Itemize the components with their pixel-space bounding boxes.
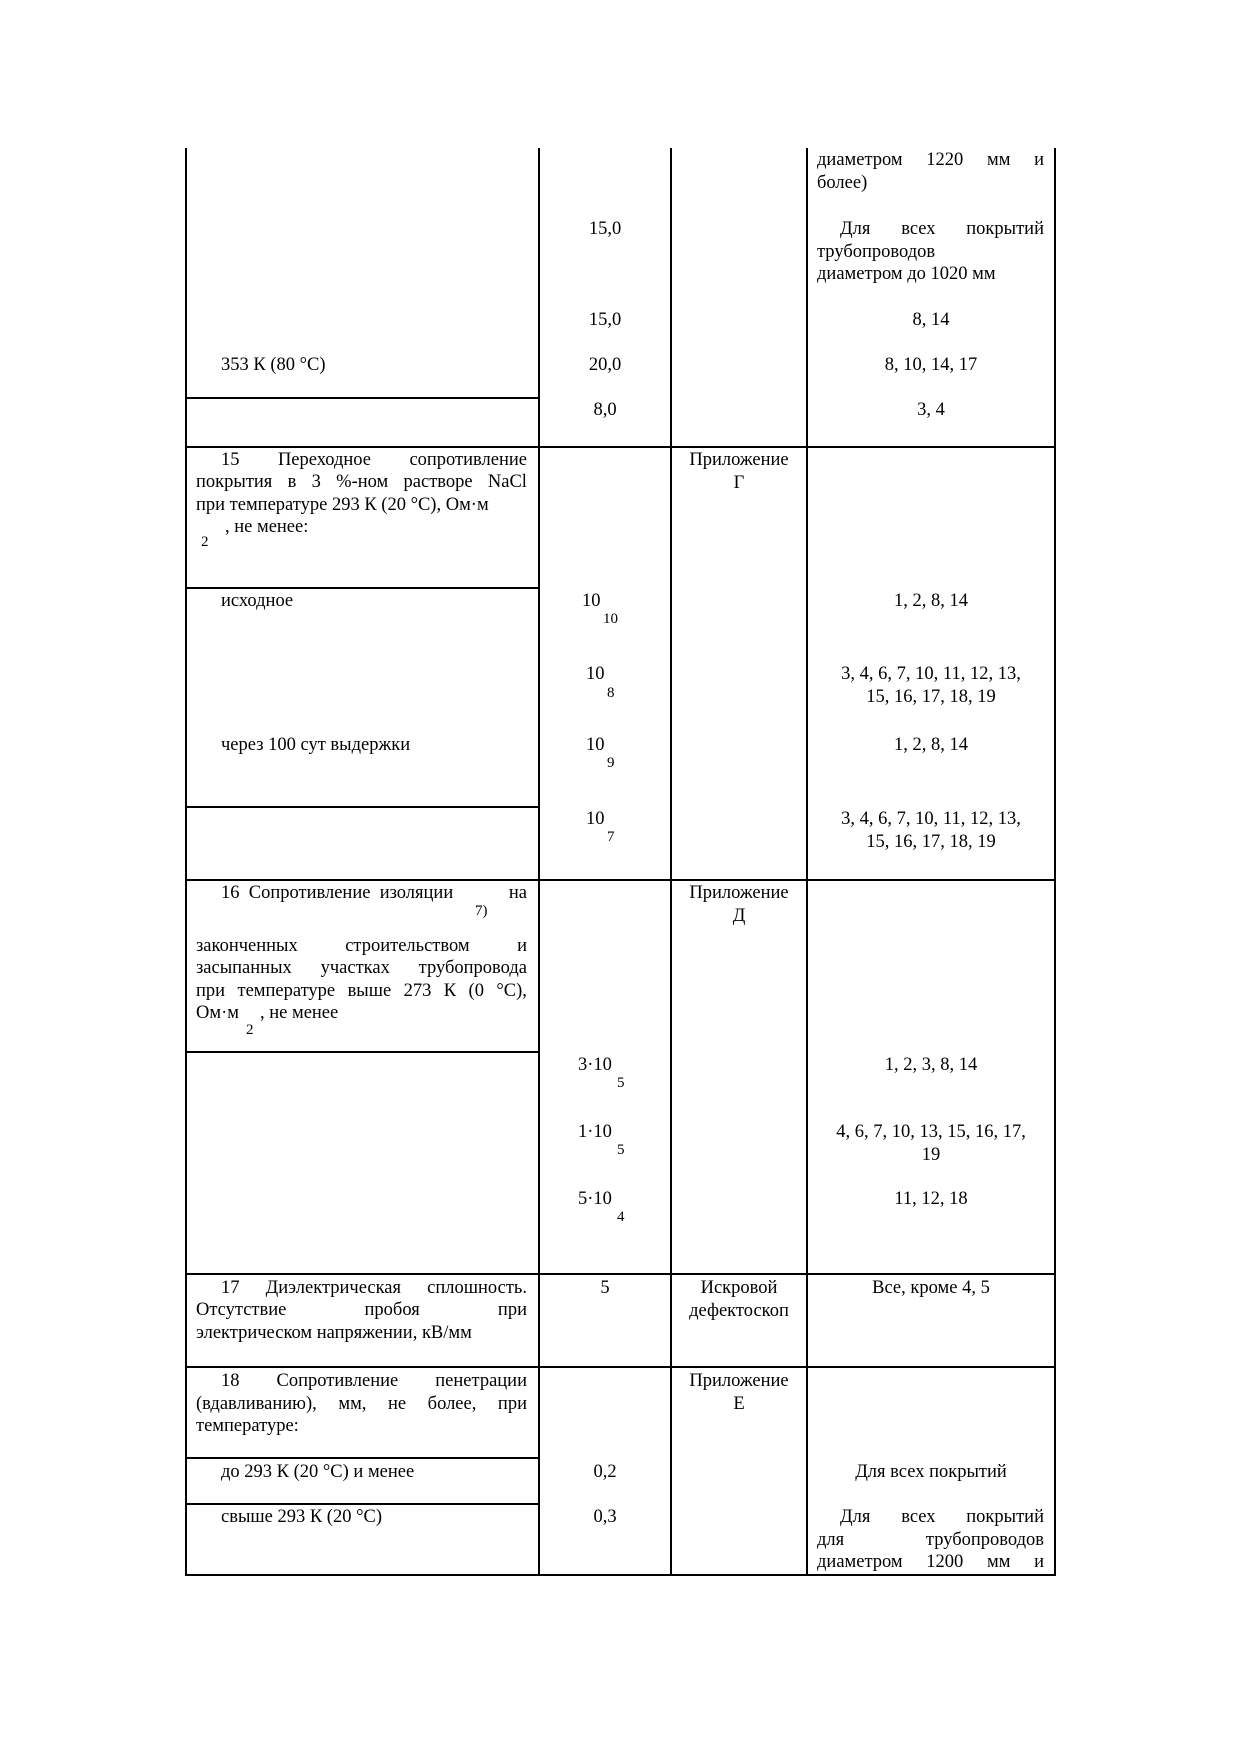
section-title-line: Ом·м bbox=[196, 1003, 239, 1023]
row-separator bbox=[185, 879, 1056, 881]
section-title-line: законченных строительством и bbox=[196, 936, 527, 956]
note-text-line: для трубопроводов bbox=[817, 1530, 1044, 1550]
section-title-line: (вдавливанию), мм, не более, при bbox=[196, 1394, 527, 1414]
section-title-line: 15 Переходное сопротивление bbox=[221, 450, 527, 470]
note-cell: 8, 10, 14, 17 bbox=[884, 355, 978, 375]
note-text-line: диаметром до 1020 мм bbox=[817, 264, 996, 284]
value-exponent: 8 bbox=[607, 685, 615, 701]
note-text-line: Для всех покрытий bbox=[840, 219, 1044, 239]
section-title-line: электрическом напряжении, кВ/мм bbox=[196, 1323, 472, 1343]
note-cell: 19 bbox=[921, 1145, 941, 1165]
note-text-line: более) bbox=[817, 173, 868, 193]
value-base: 10 bbox=[582, 591, 601, 611]
parameter-label: до 293 К (20 °C) и менее bbox=[221, 1462, 415, 1482]
cell-separator bbox=[185, 1503, 540, 1505]
section-title-line: при температуре выше 273 К (0 °C), bbox=[196, 981, 527, 1001]
value-base: 10 bbox=[586, 664, 605, 684]
value-exponent: 7 bbox=[607, 829, 615, 845]
row-separator bbox=[185, 1366, 1056, 1368]
cell-separator bbox=[185, 1457, 540, 1459]
value-base: 3·10 bbox=[578, 1055, 612, 1075]
value-cell: 0,3 bbox=[593, 1507, 617, 1527]
method-cell: Д bbox=[732, 906, 746, 926]
method-cell: Приложение bbox=[689, 1371, 789, 1391]
value-exponent: 9 bbox=[607, 755, 615, 771]
method-cell: дефектоскоп bbox=[689, 1301, 789, 1321]
note-cell: 3, 4, 6, 7, 10, 11, 12, 13, bbox=[841, 664, 1021, 684]
note-cell: 3, 4, 6, 7, 10, 11, 12, 13, bbox=[841, 809, 1021, 829]
note-cell: Для всех покрытий bbox=[855, 1462, 1007, 1482]
note-cell: 1, 2, 3, 8, 14 bbox=[884, 1055, 978, 1075]
note-text-line: Для всех покрытий bbox=[840, 1507, 1044, 1527]
value-cell: 5 bbox=[600, 1278, 610, 1298]
section-title-line: при температуре 293 К (20 °C), Ом·м bbox=[196, 495, 489, 515]
value-exponent: 4 bbox=[617, 1209, 625, 1225]
value-base: 10 bbox=[586, 809, 605, 829]
parameter-label: через 100 сут выдержки bbox=[221, 735, 411, 755]
section-title-line: 18 Сопротивление пенетрации bbox=[221, 1371, 527, 1391]
row-separator bbox=[185, 1273, 1056, 1275]
table-border-bottom bbox=[185, 1574, 1056, 1576]
note-cell: 4, 6, 7, 10, 13, 15, 16, 17, bbox=[836, 1122, 1026, 1142]
method-cell: Г bbox=[733, 473, 745, 493]
value-base: 10 bbox=[586, 735, 605, 755]
method-cell: Е bbox=[733, 1394, 745, 1414]
section-title-line: 16 Сопротивление изоляции на bbox=[221, 883, 527, 903]
cell-separator bbox=[185, 587, 540, 589]
note-text-line: диаметром 1220 мм и bbox=[817, 150, 1044, 170]
note-cell: 1, 2, 8, 14 bbox=[894, 735, 968, 755]
section-title-line: Отсутствие пробоя при bbox=[196, 1300, 527, 1320]
superscript: 2 bbox=[246, 1022, 254, 1038]
value-base: 5·10 bbox=[578, 1189, 612, 1209]
note-cell: 15, 16, 17, 18, 19 bbox=[866, 687, 996, 707]
value-base: 1·10 bbox=[578, 1122, 612, 1142]
note-text-line: диаметром 1200 мм и bbox=[817, 1552, 1044, 1572]
note-cell: 3, 4 bbox=[917, 400, 945, 420]
value-cell: 0,2 bbox=[593, 1462, 617, 1482]
table-border-left bbox=[185, 148, 187, 1576]
cell-separator bbox=[185, 397, 540, 399]
note-text-line: трубопроводов bbox=[817, 242, 936, 262]
parameter-label: 353 К (80 °C) bbox=[221, 355, 326, 375]
method-cell: Приложение bbox=[689, 450, 789, 470]
value-cell: 8,0 bbox=[593, 400, 617, 420]
value-cell: 15,0 bbox=[588, 219, 622, 239]
table-border-right bbox=[1054, 148, 1056, 1576]
column-divider-2 bbox=[670, 148, 672, 1576]
note-cell: 1, 2, 8, 14 bbox=[894, 591, 968, 611]
parameter-label: свыше 293 К (20 °C) bbox=[221, 1507, 382, 1527]
note-cell: 15, 16, 17, 18, 19 bbox=[866, 832, 996, 852]
section-title-line: , не менее bbox=[260, 1003, 339, 1023]
value-exponent: 5 bbox=[617, 1075, 625, 1091]
note-cell: 11, 12, 18 bbox=[894, 1189, 968, 1209]
note-cell: 8, 14 bbox=[912, 310, 950, 330]
parameter-label: исходное bbox=[221, 591, 294, 611]
note-cell: Все, кроме 4, 5 bbox=[872, 1278, 990, 1298]
value-cell: 20,0 bbox=[588, 355, 622, 375]
value-cell: 15,0 bbox=[588, 310, 622, 330]
section-title-line: , не менее: bbox=[225, 517, 309, 537]
footnote-mark: 7) bbox=[475, 903, 488, 919]
row-separator bbox=[185, 446, 1056, 448]
section-title-line: 17 Диэлектрическая сплошность. bbox=[221, 1278, 527, 1298]
method-cell: Искровой bbox=[700, 1278, 778, 1298]
section-title-line: покрытия в 3 %-ном растворе NaCl bbox=[196, 472, 527, 492]
section-title-line: засыпанных участках трубопровода bbox=[196, 958, 527, 978]
value-exponent: 10 bbox=[603, 611, 618, 627]
cell-separator bbox=[185, 1051, 540, 1053]
superscript: 2 bbox=[201, 534, 209, 550]
method-cell: Приложение bbox=[689, 883, 789, 903]
section-title-line: температуре: bbox=[196, 1416, 299, 1436]
cell-separator bbox=[185, 806, 540, 808]
value-exponent: 5 bbox=[617, 1142, 625, 1158]
